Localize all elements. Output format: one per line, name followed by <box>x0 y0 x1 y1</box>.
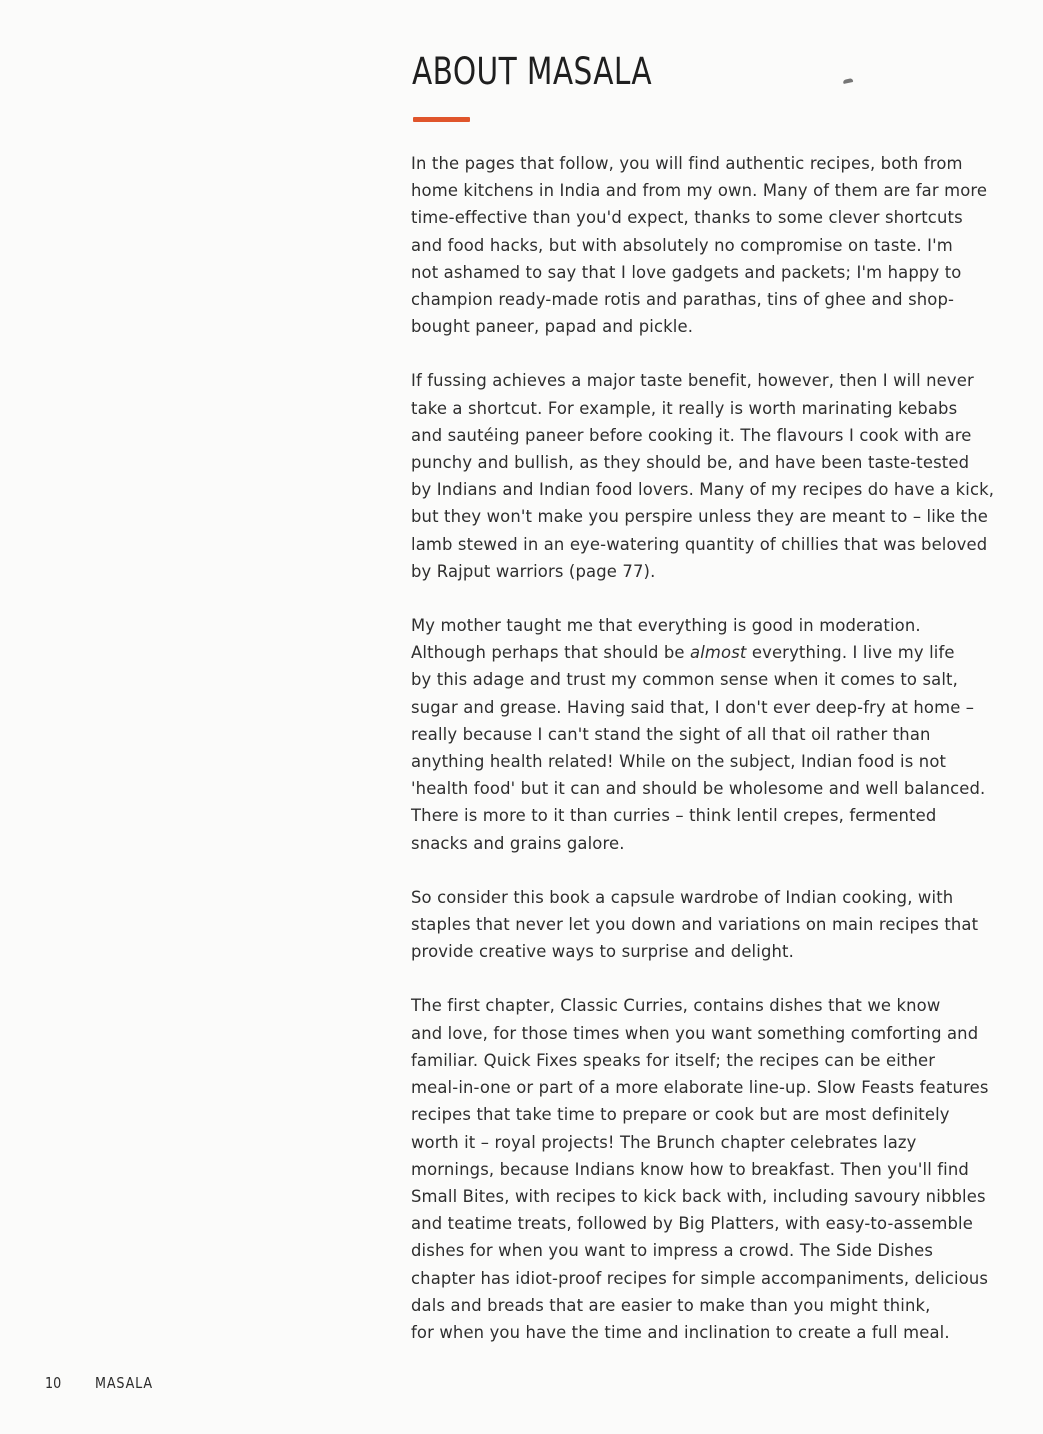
page-number: 10 <box>45 1374 62 1392</box>
body-text <box>411 150 1023 1373</box>
emphasis-almost: almost <box>690 643 747 663</box>
paragraph-shortcuts: If fussing achieves a major taste benefit, however, then I will never take a shortcut. For example, it really is worth marinating kebabs and sautéing paneer before cooking it. The flavours I cook with are punchy and bullish, as they should be, and have been taste-tested by Indians and Indian food lovers. Many of my recipes do have a kick, but they won't make you perspire unless they are meant to – like the lamb stewed in an eye-watering quantity of chillies that was beloved by Rajput warriors (page 77). <box>411 371 995 581</box>
paragraph-chapters: The first chapter, Classic Curries, contains dishes that we know and love, for those times when you want something comforting and familiar. Quick Fixes speaks for itself; the recipes can be either meal-in-one or part of a more elaborate line-up. Slow Feasts features recipes that take time to prepare or cook but are most definitely worth it – royal projects! The Brunch chapter celebrates lazy mornings, because Indians know how to breakfast. Then you'll find Small Bites, with recipes to kick back with, including savoury nibbles and teatime treats, followed by Big Platters, with easy-to-assemble dishes for when you want to impress a crowd. The Side Dishes chapter has idiot-proof recipes for simple accompaniments, delicious dals and breads that are easier to make than you might think, for when you have the time and inclination to create a full meal. <box>411 996 989 1342</box>
ink-smudge <box>843 78 854 84</box>
paragraph-moderation-start: My mother taught me that everything is good in moderation. Although perhaps that should be <box>411 616 921 663</box>
paragraph-moderation-end: everything. I live my life by this adage and trust my common sense when it comes to salt, sugar and grease. Having said that, I don't ever deep-fry at home – really because I can't stand the sight of all that oil rather than anything health related! While on the subject, Indian food is not 'health food' but it can and should be wholesome and well balanced. There is more to it than curries – think lentil crepes, fermented snacks and grains galore. <box>411 643 986 853</box>
title-accent-rule <box>413 117 470 122</box>
paragraph-intro: In the pages that follow, you will find authentic recipes, both from home kitchens in India and from my own. Many of them are far more time-effective than you'd expect, thanks to some clever shortcuts and food hacks, but with absolutely no compromise on taste. I'm not ashamed to say that I love gadgets and packets; I'm happy to champion ready-made rotis and parathas, tins of ghee and shop- bought paneer, papad and pickle. <box>411 154 988 337</box>
paragraph-moderation <box>411 612 1023 857</box>
page-title: ABOUT MASALA <box>412 50 653 93</box>
running-head: MASALA <box>94 1374 153 1392</box>
page-footer <box>45 1374 163 1392</box>
paragraph-capsule-wardrobe: So consider this book a capsule wardrobe of Indian cooking, with staples that never let you down and variations on main recipes that provide creative ways to surprise and delight. <box>411 887 979 962</box>
